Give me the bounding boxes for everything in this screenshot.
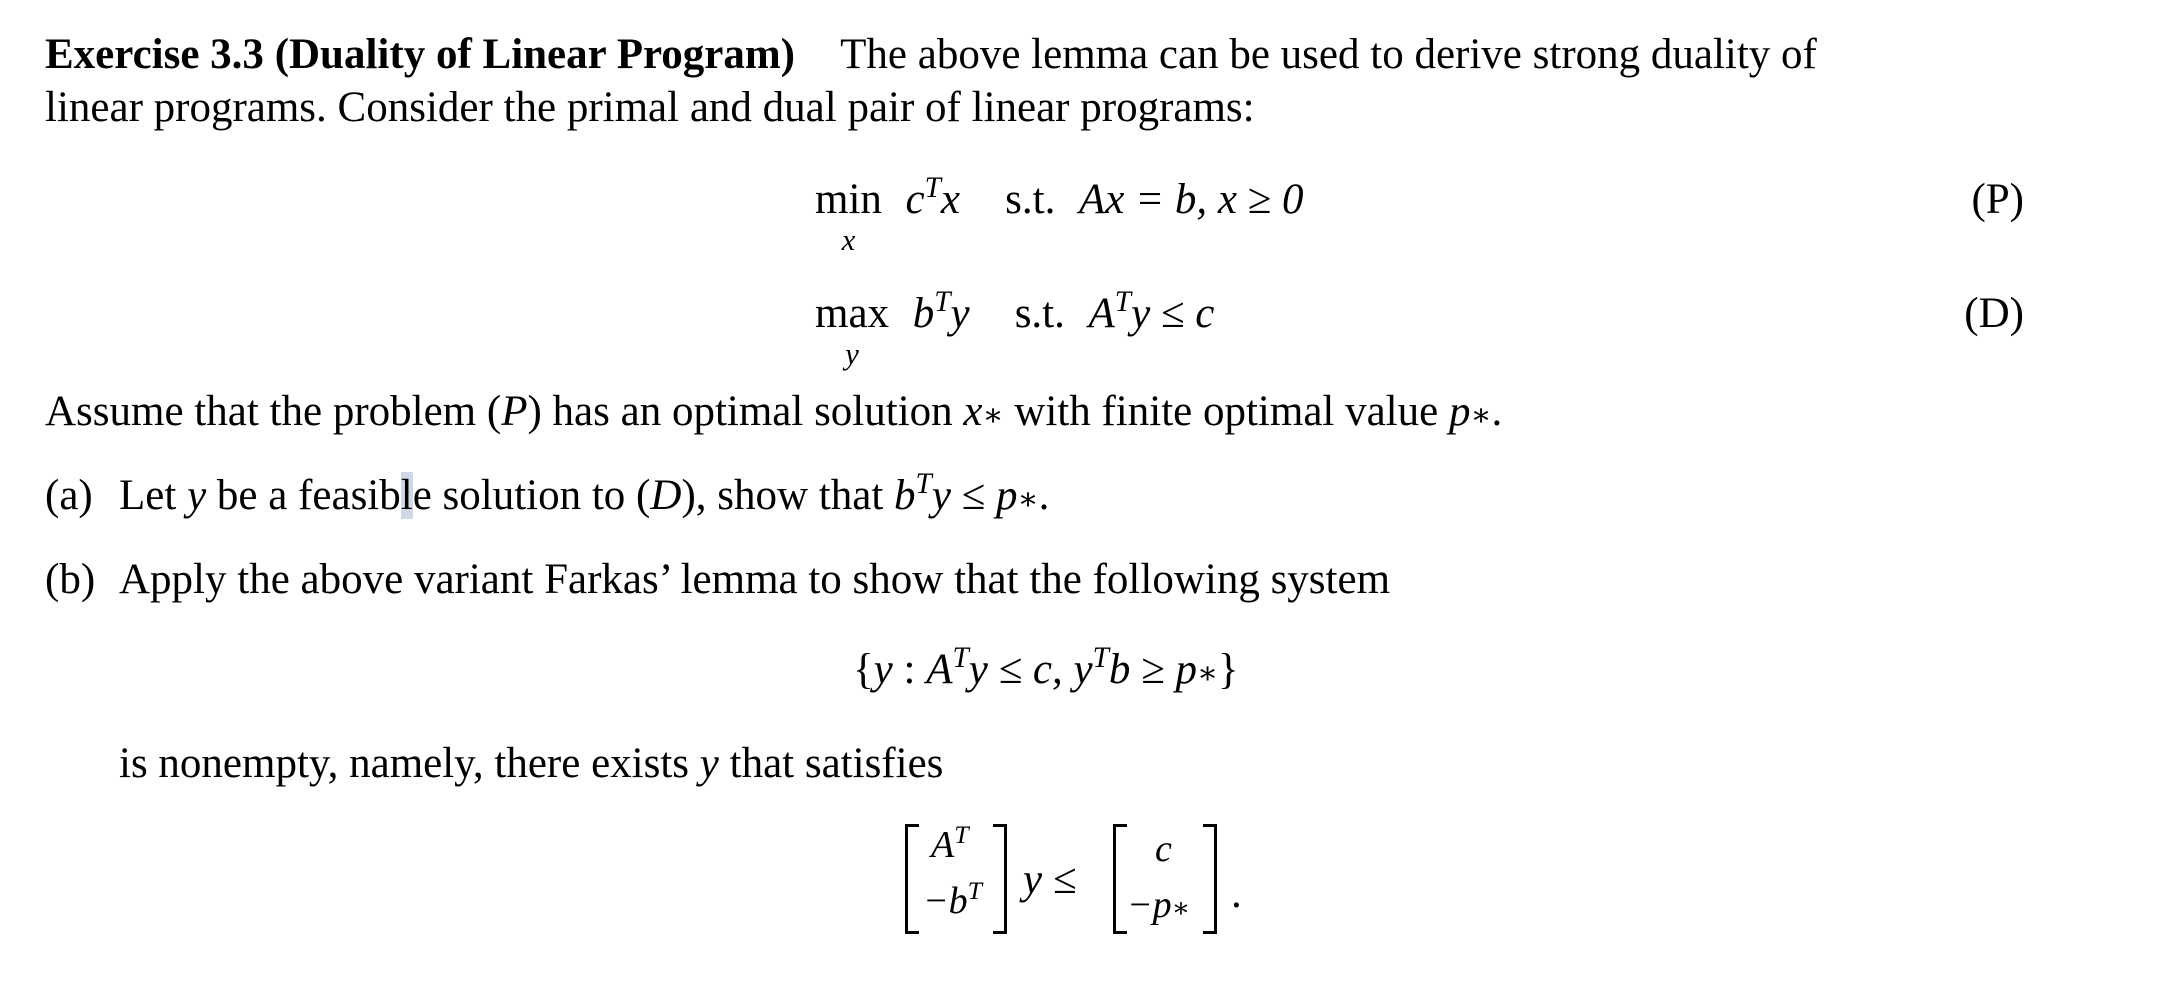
rhs-top-entry: c	[1155, 828, 1172, 870]
dual-objective-base: b	[912, 290, 935, 337]
part-a-text: Let y be a feasible solution to (D), show that $b^Ty$ ≤ p∗.	[119, 467, 1050, 519]
primal-constraint: Ax = b, x ≥ 0	[1078, 176, 1304, 223]
exercise-title: (Duality of Linear Program)	[274, 31, 795, 78]
lhs-left-bracket	[905, 824, 919, 934]
matrix-middle: y ≤	[1023, 856, 1077, 903]
dual-constraint-sup: T	[1114, 285, 1132, 318]
primal-operator: min x	[815, 176, 882, 257]
dual-objective-sup: T	[934, 285, 951, 318]
set-equation: {y : $A^Ty \le c$, $y^Tb$ ≥ p∗}	[853, 641, 1239, 693]
dual-constraint-base: A	[1088, 290, 1115, 337]
matrix-end-punct: .	[1231, 870, 1242, 917]
text-cursor-highlight: l	[400, 472, 413, 519]
rhs-bottom-entry: −p∗	[1127, 884, 1191, 926]
lhs-top-entry: $A^T$	[931, 819, 969, 866]
lhs-bottom-entry: $-b^T$	[923, 875, 983, 922]
part-a-marker: (a)	[45, 472, 93, 519]
exercise-label: Exercise 3.3	[45, 31, 264, 78]
dual-operator: max y	[815, 290, 890, 371]
matrix-inequality	[905, 819, 1245, 934]
dual-constraint-rest: y ≤ c	[1131, 290, 1215, 337]
value-var: p	[1448, 388, 1471, 435]
heading-line-1	[45, 33, 1817, 76]
dual-label: (D)	[1964, 290, 2024, 337]
rhs-left-bracket	[1113, 824, 1127, 934]
dual-objective-var: y	[950, 290, 970, 337]
primal-objective-var: x	[940, 176, 960, 223]
part-b-marker: (b)	[45, 556, 96, 603]
primal-objective-sup: T	[924, 171, 941, 204]
rhs-right-bracket	[1203, 824, 1217, 934]
intro-text-1: The above lemma can be used to derive strong duality of	[840, 31, 1817, 78]
dual-operator-variable: y	[845, 336, 859, 371]
intro-text-2: linear programs. Consider the primal and dual pair of linear programs:	[45, 84, 1255, 131]
primal-objective-base: c	[905, 176, 925, 223]
dual-equation	[815, 285, 1215, 371]
primal-st: s.t.	[1005, 176, 1056, 223]
dual-st: s.t.	[1014, 290, 1065, 337]
primal-label: (P)	[1971, 176, 2024, 223]
heading-line-2	[45, 86, 1255, 129]
primal-equation	[815, 171, 1304, 257]
part-b-text: Apply the above variant Farkas’ lemma to show that the following system	[119, 556, 1391, 603]
solution-var: x	[963, 388, 983, 435]
primal-operator-variable: x	[841, 222, 856, 257]
assumption-line: Assume that the problem (P) has an optimal solution x∗ with finite optimal value p∗.	[45, 388, 1503, 435]
part-b-text-2: is nonempty, namely, there exists y that satisfies	[119, 740, 944, 787]
lhs-right-bracket	[993, 824, 1007, 934]
